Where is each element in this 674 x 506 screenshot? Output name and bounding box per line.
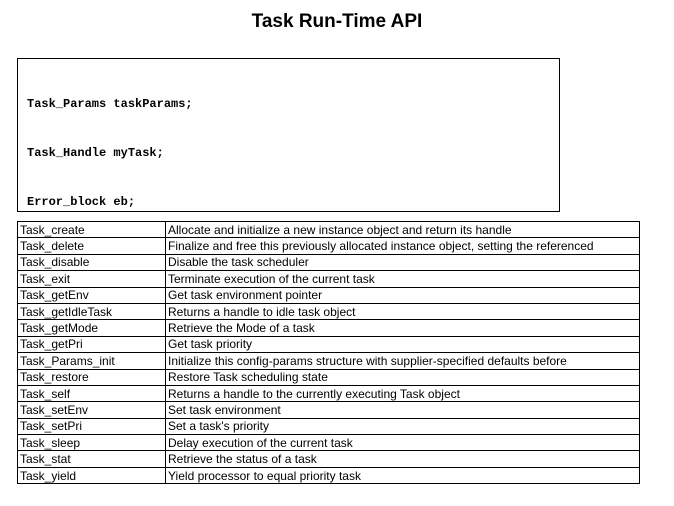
table-row [18,418,640,434]
api-description-cell: Terminate execution of the current task [166,271,640,287]
table-row [18,402,640,418]
table-row [18,222,640,238]
api-name-cell: Task_exit [18,271,166,287]
table-row [18,353,640,369]
api-name-cell: Task_setEnv [18,402,166,418]
table-row [18,336,640,352]
api-description-cell: Set a task's priority [166,418,640,434]
table-row [18,385,640,401]
table-row [18,254,640,270]
table-row [18,303,640,319]
api-name-cell: Task_getIdleTask [18,303,166,319]
api-description-cell: Get task priority [166,336,640,352]
api-description-cell: Set task environment [166,402,640,418]
api-table [17,221,640,484]
api-name-cell: Task_Params_init [18,353,166,369]
api-description-cell: Allocate and initialize a new instance object and return its handle [166,222,640,238]
table-row [18,320,640,336]
api-description-cell: Get task environment pointer [166,287,640,303]
code-line: Task_Params taskParams; [27,97,193,112]
api-description-cell: Initialize this config-params structure with supplier-specified defaults before [166,353,640,369]
api-description-cell: Delay execution of the current task [166,435,640,451]
page-title: Task Run-Time API [251,11,423,32]
api-name-cell: Task_yield [18,467,166,483]
table-row [18,369,640,385]
api-name-cell: Task_getMode [18,320,166,336]
api-description-cell: Returns a handle to the currently executing Task object [166,385,640,401]
table-row [18,467,640,483]
table-row [18,451,640,467]
api-description-cell: Restore Task scheduling state [166,369,640,385]
table-row [18,238,640,254]
api-description-cell: Retrieve the status of a task [166,451,640,467]
api-name-cell: Task_getEnv [18,287,166,303]
api-description-cell: Finalize and free this previously allocated instance object, setting the referenced [166,238,640,254]
api-name-cell: Task_getPri [18,336,166,352]
api-name-cell: Task_disable [18,254,166,270]
api-name-cell: Task_restore [18,369,166,385]
api-description-cell: Retrieve the Mode of a task [166,320,640,336]
api-name-cell: Task_setPri [18,418,166,434]
code-line: Task_Handle myTask; [27,146,164,160]
api-description-cell: Yield processor to equal priority task [166,467,640,483]
api-name-cell: Task_delete [18,238,166,254]
api-name-cell: Task_create [18,222,166,238]
api-name-cell: Task_stat [18,451,166,467]
code-line: Error_block eb; [27,194,136,209]
api-name-cell: Task_self [18,385,166,401]
table-row [18,435,640,451]
api-description-cell: Returns a handle to idle task object [166,303,640,319]
api-name-cell: Task_sleep [18,435,166,451]
table-row [18,271,640,287]
table-row [18,287,640,303]
code-example-box [17,58,560,212]
api-description-cell: Disable the task scheduler [166,254,640,270]
